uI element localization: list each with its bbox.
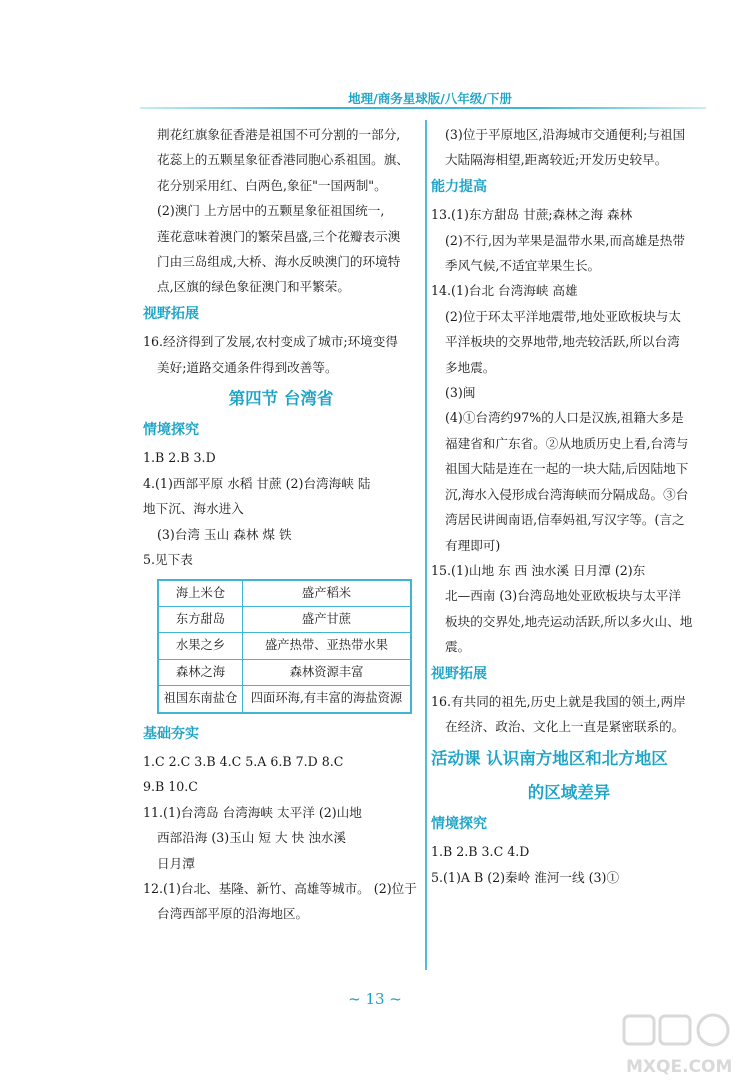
- table-row: [158, 659, 411, 685]
- section-heading: 基础夯实: [143, 725, 199, 742]
- text-line: 11.(1)台湾岛 台湾海峡 太平洋 (2)山地: [143, 804, 362, 820]
- right-column: [431, 122, 707, 890]
- answer-15: [431, 558, 707, 660]
- table-row: [158, 686, 411, 713]
- answer-14: [431, 278, 707, 557]
- text-line: (4)①台湾约97%的人口是汉族,祖籍大多是: [445, 410, 684, 426]
- answer-12-3: [431, 122, 707, 173]
- table-cell: 盛产热带、亚热带水果: [243, 633, 412, 659]
- table-cell: 四面环海,有丰富的海盐资源: [243, 686, 412, 713]
- taiwan-nickname-table: [157, 579, 412, 714]
- svg-text:MXQE.COM: MXQE.COM: [626, 1057, 733, 1077]
- text-line: (2)澳门 上方居中的五颗星象征祖国统一,: [157, 203, 385, 219]
- text-line: (2)不行,因为苹果是温带水果,而高雄是热带: [445, 232, 685, 248]
- section-heading: 情境探究: [143, 422, 199, 439]
- table-cell: 水果之乡: [158, 633, 243, 659]
- text-line: 台湾西部平原的沿海地区。: [157, 906, 309, 922]
- text-line: 16.有共同的祖先,历史上就是我国的领土,两岸: [431, 693, 686, 709]
- text-line: (3)位于平原地区,沿海城市交通便利;与祖国: [445, 127, 686, 142]
- answers-1-4: 1.B 2.B 3.C 4.D: [431, 844, 530, 860]
- header-rule: [140, 107, 706, 109]
- section-heading: 视野拓展: [143, 305, 199, 322]
- answer-11: [143, 800, 419, 876]
- activity-title: 活动课 认识南方地区和北方地区: [431, 748, 668, 768]
- section-heading: 情境探究: [431, 815, 487, 832]
- text-line: 1.C 2.C 3.B 4.C 5.A 6.B 7.D 8.C: [143, 753, 344, 769]
- text-line: 点,区旗的绿色象征澳门和平繁荣。: [157, 279, 350, 295]
- text-line: 湾居民讲闽南语,信奉妈祖,写汉字等。(言之: [445, 512, 685, 528]
- text-line: 14.(1)台北 台湾海峡 高雄: [431, 283, 578, 299]
- section-heading: 能力提高: [431, 178, 487, 195]
- table-row: [158, 580, 411, 607]
- header-title: 地理/商务星球版/八年级/下册: [348, 91, 512, 106]
- left-column: [143, 122, 419, 927]
- answer-16-right: [431, 689, 707, 740]
- text-line: 9.B 10.C: [143, 779, 198, 795]
- text-line: (3)闽: [445, 385, 476, 401]
- text-line: 地下沉、海水进入: [143, 501, 244, 517]
- text-line: (3)台湾 玉山 森林 煤 铁: [157, 526, 292, 542]
- text-line: 15.(1)山地 东 西 浊水溪 日月潭 (2)东: [431, 562, 646, 578]
- section-title: 第四节 台湾省: [228, 389, 334, 409]
- table-row: [158, 633, 411, 659]
- table-cell: 海上米仓: [158, 580, 243, 607]
- text-line: 多地震。: [445, 359, 496, 375]
- text-line: 4.(1)西部平原 水稻 甘蔗 (2)台湾海峡 陆: [143, 475, 371, 491]
- watermark-logo: [620, 1010, 740, 1080]
- text-line: (2)位于环太平洋地震带,地处亚欧板块与太: [445, 308, 681, 324]
- text-line: 板块的交界处,地壳运动活跃,所以多火山、地: [445, 613, 693, 629]
- answers-1-3: 1.B 2.B 3.D: [143, 450, 216, 466]
- text-line: 大陆隔海相望,距离较近;开发历史较早。: [445, 152, 668, 168]
- text-line: 震。: [445, 639, 471, 655]
- text-line: 美好;道路交通条件得到改善等。: [157, 359, 338, 375]
- text-line: 沉,海水入侵形成台湾海峡而分隔成岛。③台: [445, 486, 689, 502]
- text-line: 福建省和广东省。②从地质历史上看,台湾与: [445, 435, 689, 451]
- text-line: 祖国大陆是连在一起的一块大陆,后因陆地下: [445, 461, 689, 477]
- text-line: 花蕊上的五颗星象征香港同胞心系祖国。旗、: [157, 152, 409, 168]
- activity-title-cont: 的区域差异: [527, 782, 611, 802]
- text-line: 日月潭: [157, 855, 195, 871]
- hk-flag-text: [143, 122, 419, 198]
- column-divider: [425, 120, 427, 970]
- text-line: 季风气候,不适宜苹果生长。: [445, 258, 601, 274]
- text-line: 13.(1)东方甜岛 甘蔗;森林之海 森林: [431, 207, 633, 223]
- answer-4: [143, 471, 419, 547]
- section-heading: 视野拓展: [431, 665, 487, 682]
- text-line: 荆花红旗象征香港是祖国不可分割的一部分,: [157, 127, 401, 142]
- text-line: 花分别采用红、白两色,象征"一国两制"。: [157, 177, 387, 193]
- answer-5: 5.见下表: [143, 552, 193, 568]
- table-cell: 祖国东南盐仓: [158, 686, 243, 713]
- table-cell: 盛产稻米: [243, 580, 412, 607]
- text-line: 西部沿海 (3)玉山 短 大 快 浊水溪: [157, 830, 346, 846]
- text-line: 北—西南 (3)台湾岛地处亚欧板块与太平洋: [445, 588, 681, 604]
- text-line: 莲花意味着澳门的繁荣昌盛,三个花瓣表示澳: [157, 228, 401, 244]
- macau-flag-text: [143, 198, 419, 300]
- answer-13: [431, 202, 707, 278]
- text-line: 门由三岛组成,大桥、海水反映澳门的环境特: [157, 254, 401, 270]
- page-number: ~ 13 ~: [348, 990, 402, 1008]
- answer-5-right: 5.(1)A B (2)秦岭 淮河一线 (3)①: [431, 869, 620, 885]
- answer-12: [143, 876, 419, 927]
- table-cell: 东方甜岛: [158, 606, 243, 632]
- text-line: 16.经济得到了发展,农村变成了城市;环境变得: [143, 334, 398, 350]
- table-cell: 森林资源丰富: [243, 659, 412, 685]
- table-cell: 盛产甘蔗: [243, 606, 412, 632]
- text-line: 有理即可): [445, 537, 501, 553]
- answer-16: [143, 329, 419, 380]
- table-row: [158, 606, 411, 632]
- text-line: 在经济、政治、文化上一直是紧密联系的。: [445, 719, 685, 735]
- table-cell: 森林之海: [158, 659, 243, 685]
- text-line: 平洋板块的交界地带,地壳较活跃,所以台湾: [445, 334, 680, 350]
- text-line: 12.(1)台北、基隆、新竹、高雄等城市。 (2)位于: [143, 880, 417, 896]
